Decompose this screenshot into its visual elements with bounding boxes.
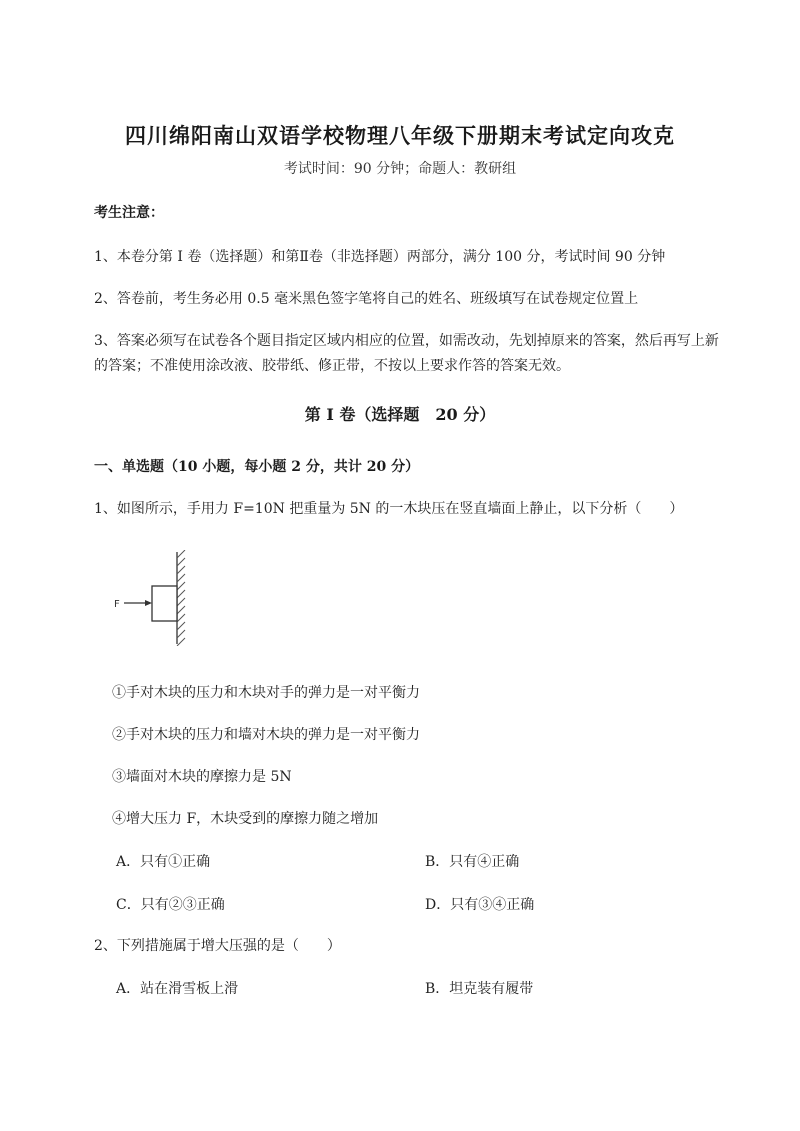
force-diagram	[110, 550, 200, 646]
statement-4: ④增大压力 F，木块受到的摩擦力随之增加	[112, 811, 379, 827]
notice-item-3-cont: 的答案；不准使用涂改液、胶带纸、修正带，不按以上要求作答的答案无效。	[94, 358, 570, 374]
page-title: 四川绵阳南山双语学校物理八年级下册期末考试定向攻克	[125, 123, 675, 148]
statement-3: ③墙面对木块的摩擦力是 5N	[112, 769, 292, 785]
part-heading: 一、单选题（10 小题，每小题 2 分，共计 20 分）	[94, 459, 420, 475]
q1-option-b: B．只有④正确	[425, 854, 520, 870]
statement-2: ②手对木块的压力和墙对木块的弹力是一对平衡力	[112, 727, 420, 743]
question-2-stem: 2、下列措施属于增大压强的是（ ）	[94, 938, 341, 954]
notice-heading: 考生注意：	[94, 205, 164, 221]
section-title: 第 I 卷（选择题 20 分）	[304, 405, 496, 424]
q1-option-a: A．只有①正确	[116, 854, 211, 870]
q1-option-c: C．只有②③正确	[116, 897, 225, 913]
question-1-stem: 1、如图所示，手用力 F=10N 把重量为 5N 的一木块压在竖直墙面上静止，以下分析（ ）	[94, 501, 684, 517]
notice-item-1: 1、本卷分第 I 卷（选择题）和第Ⅱ卷（非选择题）两部分，满分 100 分，考试时间 90 分钟	[94, 249, 666, 265]
notice-item-2: 2、答卷前，考生务必用 0.5 毫米黑色签字笔将自己的姓名、班级填写在试卷规定位置上	[94, 291, 639, 307]
notice-item-3: 3、答案必须写在试卷各个题目指定区域内相应的位置，如需改动，先划掉原来的答案，然后再写上新	[94, 333, 719, 349]
wood-block	[152, 586, 177, 621]
q1-option-d: D．只有③④正确	[425, 897, 535, 913]
exam-subtitle: 考试时间：90 分钟；命题人：教研组	[283, 161, 517, 177]
force-label: F	[114, 599, 120, 610]
force-arrowhead	[145, 600, 152, 606]
statement-1: ①手对木块的压力和木块对手的弹力是一对平衡力	[112, 685, 420, 701]
q2-option-b: B．坦克装有履带	[425, 981, 534, 997]
wall-hatching	[177, 550, 185, 646]
q2-option-a: A．站在滑雪板上滑	[116, 981, 239, 997]
